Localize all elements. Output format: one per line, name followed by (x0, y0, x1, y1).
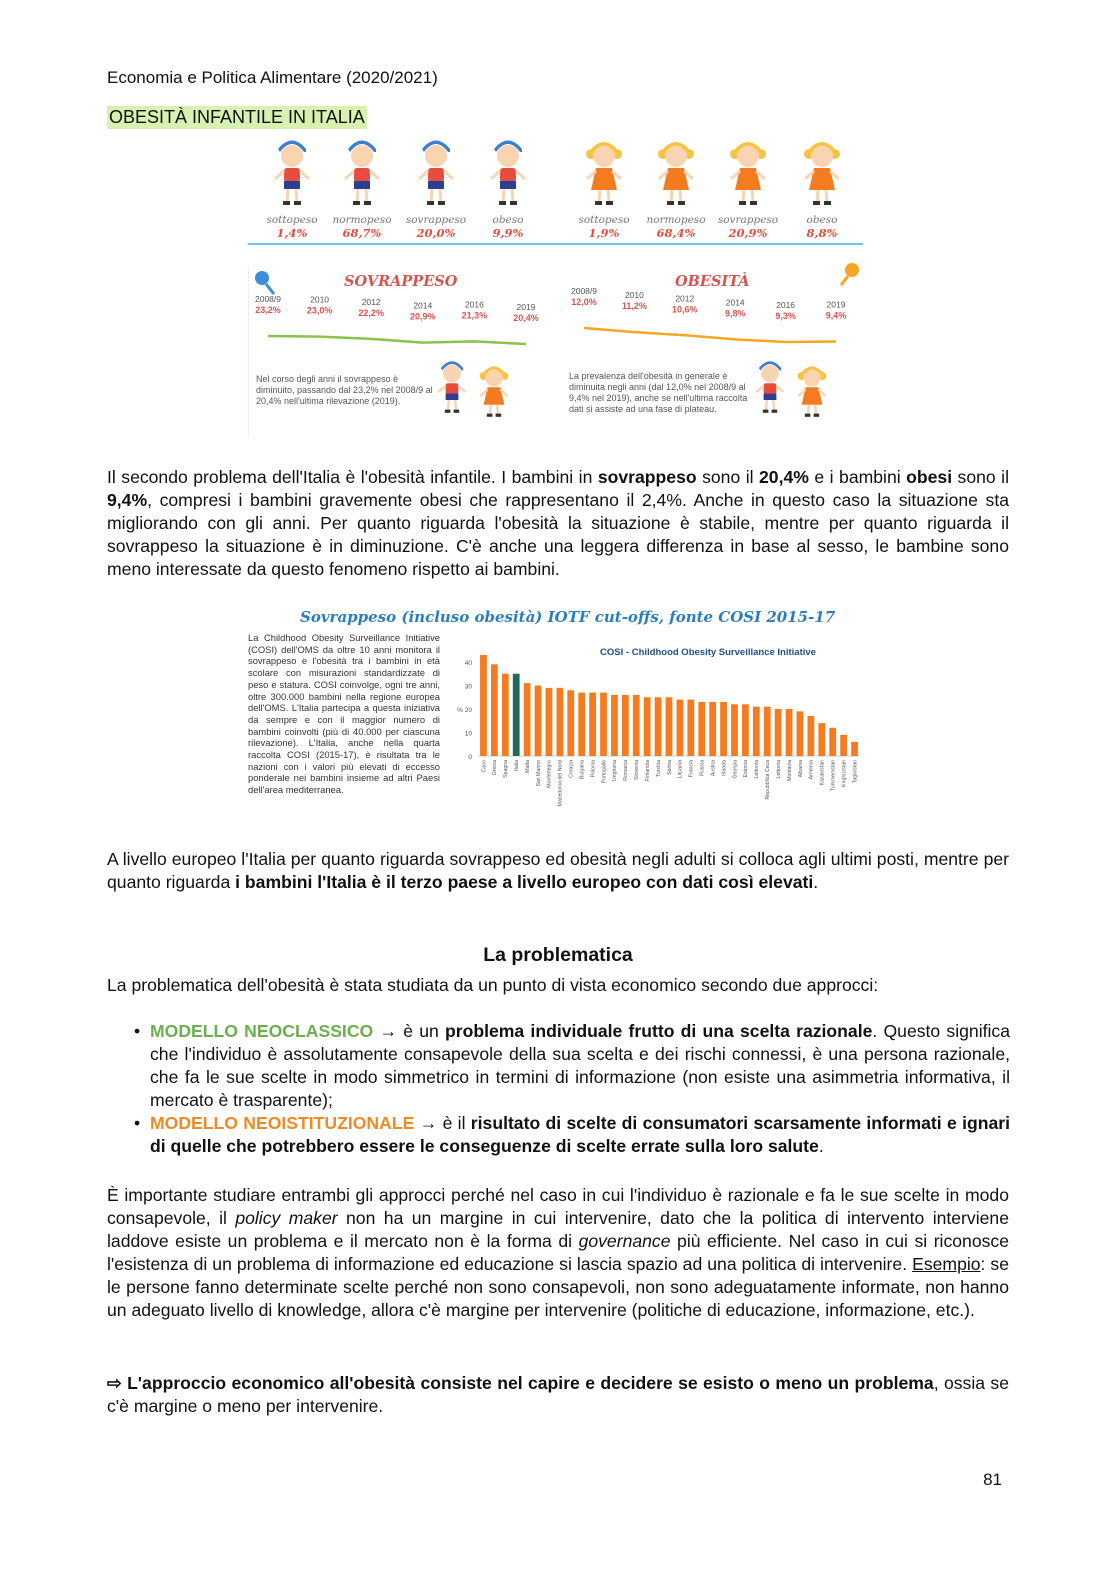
pin-blue-icon (255, 271, 274, 294)
x-tick-label: Austria (710, 760, 717, 777)
heading-problematica: La problematica (483, 944, 633, 966)
trend-value-label: 21,3% (461, 310, 488, 321)
x-tick-label: Slovenia (634, 760, 641, 780)
chart-title: COSI - Childhood Obesity Surveillance Initiative (600, 647, 816, 658)
bar-turkmenistan (829, 728, 836, 756)
x-tick-label: Cipro (481, 760, 488, 773)
bar-serbia (666, 697, 673, 756)
bar-francia (687, 700, 694, 756)
girl-category-value: 8,8% (806, 226, 838, 240)
x-tick-label: Serbia (666, 760, 673, 775)
trend-year-label: 2019 (516, 302, 536, 312)
bar-finlandia (644, 697, 651, 756)
y-tick-label: 0 (468, 754, 472, 761)
bar-moldavia (786, 709, 793, 756)
bar-turchia (655, 697, 662, 756)
trend-year-label: 2014 (413, 300, 433, 311)
obesita-note: La prevalenza dell'obesità in generale è diminuita negli anni (dal 12,0% nel 2008/9 al 9,4% nel 2019), anche se nell'ultima raccolta dati si assiste ad una fase di plateau. (569, 371, 748, 414)
y-tick-label: 40 (464, 660, 472, 667)
x-tick-label: Portogallo (601, 760, 608, 784)
bar-grecia (491, 664, 498, 756)
x-tick-label: Finlandia (644, 760, 651, 782)
boy-figure-icon (756, 361, 783, 413)
x-tick-label: Lituania (677, 760, 684, 779)
list-item-neoistituzionale: • MODELLO NEOISTITUZIONALE → è il risultato di scelte di consumatori scarsamente informati e ignari di quelle che potrebbero essere le conseguenze di scelte errate sulla loro salute. (130, 1112, 1010, 1158)
obesita-title: OBESITÀ (675, 273, 750, 290)
boy-category-label: sottopeso (266, 214, 318, 226)
trend-year-label: 2016 (464, 299, 484, 310)
x-tick-label: Francia (688, 760, 695, 778)
x-tick-label: Albania (797, 760, 804, 778)
trend-year-label: 2012 (361, 296, 381, 307)
x-tick-label: Macedonia del Nord (557, 760, 564, 807)
paragraph-problematica-intro: La problematica dell'obesità è stata studiata da un punto di vista economico secondo due approcci: (107, 975, 879, 995)
bar-lettonia (775, 709, 782, 756)
girl-figure-icon (480, 366, 509, 416)
x-tick-label: Italia (514, 760, 520, 771)
trend-value-label: 22,2% (358, 307, 384, 318)
trend-value-label: 23,0% (306, 305, 333, 316)
girl-figure-icon (658, 142, 694, 205)
bar-repubblica-ceca (764, 707, 771, 756)
x-tick-label: Montenegro (546, 760, 553, 788)
x-tick-label: Georgia (732, 760, 739, 779)
bar-montenegro (546, 688, 553, 756)
x-tick-label: Repubblica Ceca (765, 760, 772, 800)
bar-georgia (731, 704, 738, 756)
x-tick-label: Grecia (492, 760, 499, 776)
bar-austria (709, 702, 716, 756)
trend-year-label: 2008/9 (255, 294, 281, 304)
x-tick-label: Turchia (655, 760, 662, 778)
girl-category-value: 20,9% (728, 226, 768, 240)
boy-figure-icon (345, 141, 379, 206)
bar-lituania (677, 700, 684, 756)
trend-value-label: 12,0% (571, 297, 597, 307)
bar-armenia (808, 716, 815, 756)
list-item-neoclassico: • MODELLO NEOCLASSICO → è un problema individuale frutto di una scelta razionale. Questo significa che l'individuo è assolutamente consapevole della sua scelta e dei rischi connessi, è una persona razionale, che fa le sue scelte in modo simmetrico in termini di informazione (non esiste una asimmetria informativa, il mercato è trasparente); (130, 1020, 1010, 1112)
paragraph-livello-europeo: A livello europeo l'Italia per quanto riguarda sovrappeso ed obesità negli adulti si colloca agli ultimi posti, mentre per quanto riguarda i bambini l'Italia è il terzo paese a livello europeo con dati così elevati. (107, 849, 1009, 892)
bar-italia (513, 674, 520, 756)
x-tick-label: Bulgaria (579, 760, 586, 780)
bar-cipro (480, 655, 487, 756)
sovrappeso-note: Nel corso degli anni il sovrappeso è diminuito, passando dal 23,2% nel 2008/9 al 20,4% nell'ultima rilevazione (2019). (256, 374, 433, 406)
boy-figure-icon (438, 361, 465, 413)
models-list (130, 1020, 1010, 1158)
bar-kirghizistan (840, 735, 847, 756)
girl-category-value: 1,9% (588, 226, 620, 240)
trend-year-label: 2010 (624, 290, 644, 301)
trend-value-label: 9,8% (724, 308, 746, 319)
boy-category-label: normopeso (332, 214, 392, 226)
trend-value-label: 10,6% (672, 304, 698, 315)
x-tick-label: Polonia (590, 760, 597, 778)
boy-category-value: 68,7% (342, 226, 382, 240)
bar-russia (698, 702, 705, 756)
boy-category-label: obeso (492, 214, 524, 226)
trend-value-label: 9,4% (825, 310, 847, 321)
x-tick-label: Ungheria (612, 760, 619, 782)
boy-category-value: 1,4% (276, 226, 308, 240)
bar-bulgaria (578, 693, 585, 756)
girl-figure-icon (730, 142, 766, 205)
bar-tagikistan (851, 742, 858, 756)
paragraph-conclusione: ⇨ L'approccio economico all'obesità consiste nel capire e decidere se esisto o meno un problema, ossia se c'è margine o meno per intervenire. (107, 1373, 1009, 1416)
boy-category-label: sovrappeso (405, 214, 467, 226)
bar-croazia (567, 690, 574, 756)
bar-irlanda (720, 702, 727, 756)
bar-san-marino (535, 686, 542, 757)
pin-orange-icon (841, 263, 859, 285)
boy-figure-icon (419, 141, 453, 206)
girl-category-value: 68,4% (656, 226, 696, 240)
trend-year-label: 2016 (776, 300, 796, 310)
girl-figure-icon (586, 142, 622, 205)
trend-value-label: 9,3% (775, 311, 796, 321)
girl-category-label: obeso (806, 214, 838, 226)
bar-kazakistan (818, 723, 825, 756)
bar-estonia (742, 704, 749, 756)
x-tick-label: Estonia (743, 760, 750, 778)
y-tick-label: 10 (464, 730, 472, 738)
bar-lettonia (753, 707, 760, 756)
x-tick-label: Kirghizistan (841, 760, 848, 787)
x-tick-label: Spagna (503, 760, 510, 778)
bar-spagna (502, 674, 509, 756)
running-header: Economia e Politica Alimentare (2020/2021) (107, 68, 438, 87)
y-tick-label: 20 (464, 707, 472, 714)
trend-value-label: 20,4% (513, 313, 539, 323)
x-tick-label: Turkmenistan (830, 760, 837, 792)
boy-figure-icon (491, 141, 525, 206)
girl-figure-icon (798, 366, 827, 416)
trend-year-label: 2010 (310, 294, 330, 305)
cosi-figure-title: Sovrappeso (incluso obesità) IOTF cut-offs, fonte COSI 2015-17 (300, 608, 836, 626)
cosi-description: La Childhood Obesity Surveillance Initiative (COSI) dell'OMS da oltre 10 anni monitora il sovrappeso e l'obesità tra i bambini in età scolare con misurazioni standardizzate di peso e statura. COSI coinvolge, ogni tre anni, oltre 300.000 bambini nella regione europea dell'OMS. L'Italia partecipa a questa iniziativa da sempre e con il maggior numero di bambini coinvolti (più di 40.000 per ciascuna rilevazione). L'Italia, anche nella quarta raccolta COSI (2015-17), è risultata tra le nazioni con i valori più elevati di eccesso ponderale nei bambini insieme ad altri Paesi dell'area mediterranea. (248, 632, 440, 796)
x-tick-label: Russia (699, 760, 706, 776)
x-tick-label: Tagikistan (852, 760, 859, 784)
x-tick-label: Moldavia (786, 760, 793, 781)
cosi-bar-chart (448, 638, 868, 838)
boy-category-value: 9,9% (492, 226, 524, 240)
cosi-figure (248, 608, 868, 838)
trend-value-label: 23,2% (255, 305, 281, 315)
x-tick-label: Romania (623, 760, 630, 781)
boy-figure-icon (275, 141, 309, 206)
paragraph-approcci: È importante studiare entrambi gli approcci perché nel caso in cui l'individuo è razionale e fa le sue scelte in modo consapevole, il policy maker non ha un margine in cui intervenire, dato che la politica di intervento interviene laddove esiste un problema e il mercato non è la forma di governance più efficiente. Nel caso in cui si riconosce l'esistenza di un problema di informazione ed educazione si lascia spazio ad una politica di intervenire. Esempio: se le persone fanno determinate scelte perché non sono consapevoli, non sono adeguatamente informate, non hanno un adeguato livello di knowledge, allora c'è margine per intervenire (politiche di educazione, informazione, etc.). (107, 1185, 1010, 1320)
girl-category-label: sottopeso (578, 214, 630, 226)
page-number: 81 (983, 1470, 1002, 1489)
x-tick-label: Croazia (568, 760, 575, 778)
trend-year-label: 2019 (826, 299, 846, 310)
bar-slovenia (633, 695, 640, 756)
x-tick-label: Irlanda (721, 760, 728, 776)
paragraph-obesita-infantile: Il secondo problema dell'Italia è l'obesità infantile. I bambini in sovrappeso sono il 20,4% e i bambini obesi sono il 9,4%, compresi i bambini gravemente obesi che rappresentano il 2,4%. Anche in questo caso la situazione sta migliorando con gli anni. Per quanto riguarda l'obesità la situazione è stabile, mentre per quanto riguarda il sovrappeso la situazione è in diminuzione. C'è anche una leggera differenza in base al sesso, le bambine sono meno interessate da questo fenomeno rispetto ai bambini. (107, 467, 1009, 579)
x-tick-label: Armenia (808, 760, 815, 780)
trend-value-label: 11,2% (621, 301, 647, 312)
boy-category-value: 20,0% (416, 226, 456, 240)
x-tick-label: Lettonia (775, 760, 782, 779)
section-title: OBESITÀ INFANTILE IN ITALIA (109, 107, 365, 127)
trend-year-label: 2012 (675, 293, 695, 304)
girl-category-label: sovrappeso (717, 214, 779, 226)
bar-polonia (589, 693, 596, 756)
x-tick-label: Lettonia (754, 760, 761, 779)
y-axis-label: % (457, 707, 463, 714)
sovrappeso-title: SOVRAPPESO (344, 273, 458, 290)
arrow-right-icon: ⇨ (107, 1373, 122, 1393)
trend-value-label: 20,9% (410, 311, 436, 322)
x-tick-label: Malta (524, 760, 531, 773)
x-tick-label: San Marino (535, 760, 542, 787)
trend-year-label: 2008/9 (571, 286, 597, 296)
y-tick-label: 30 (464, 683, 472, 691)
girl-figure-icon (804, 142, 840, 205)
bar-albania (797, 711, 804, 756)
obesity-infographic (248, 138, 868, 443)
bar-ungheria (611, 695, 618, 756)
bar-portogallo (600, 693, 607, 756)
bar-malta (524, 683, 531, 756)
trend-year-label: 2014 (725, 297, 745, 308)
x-tick-label: Kazakistan (819, 760, 826, 786)
bar-macedonia-del-nord (556, 688, 563, 756)
bar-romania (622, 695, 629, 756)
girl-category-label: normopeso (646, 214, 706, 226)
